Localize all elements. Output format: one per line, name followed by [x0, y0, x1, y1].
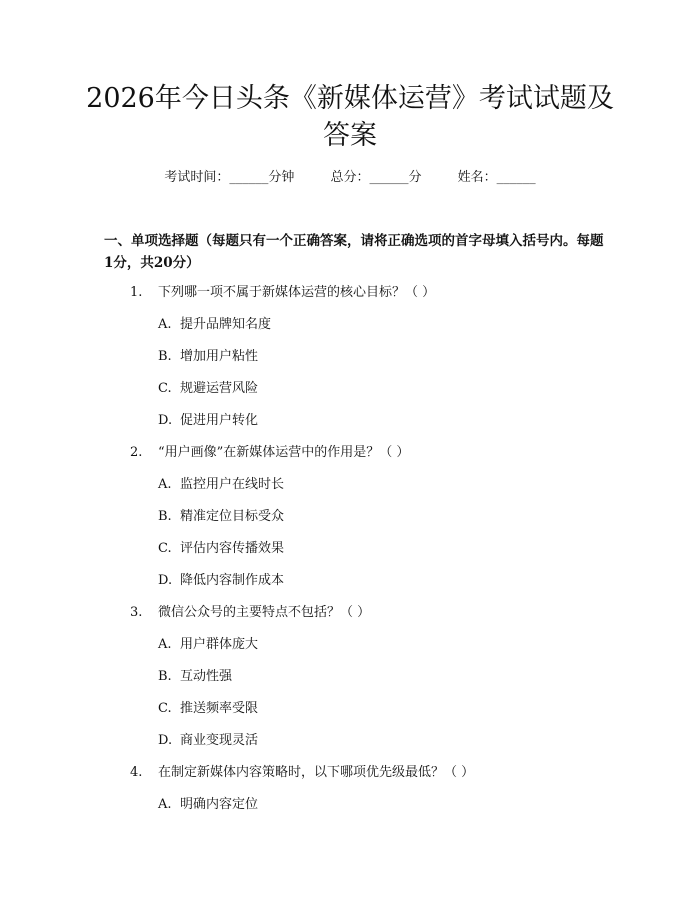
question-number: 2.	[130, 445, 143, 460]
exam-time-field: 考试时间：______分钟	[164, 170, 295, 185]
option	[158, 347, 258, 367]
option-text: 降低内容制作成本	[180, 573, 285, 588]
option-text: 推送频率受限	[180, 701, 259, 716]
option-letter: D.	[158, 413, 173, 428]
option-letter: C.	[158, 701, 172, 716]
option-letter: A.	[158, 317, 172, 332]
option-letter: A.	[158, 637, 172, 652]
exam-meta	[0, 168, 700, 188]
option-letter: C.	[158, 381, 172, 396]
option-text: 评估内容传播效果	[180, 541, 285, 556]
question-number: 3.	[130, 605, 143, 620]
option-text: 精准定位目标受众	[180, 509, 285, 524]
option	[158, 507, 284, 527]
name-field: 姓名：______	[457, 170, 536, 185]
question-text: 在制定新媒体内容策略时，以下哪项优先级最低？（ ）	[158, 765, 475, 780]
option-text: 监控用户在线时长	[180, 477, 285, 492]
question-text: 微信公众号的主要特点不包括？（ ）	[158, 605, 371, 620]
option	[158, 571, 284, 591]
section-heading: 一、单项选择题（每题只有一个正确答案，请将正确选项的首字母填入括号内。每题1分，共20分）	[104, 233, 604, 271]
option	[158, 731, 258, 751]
option-letter: D.	[158, 573, 173, 588]
option-text: 增加用户粘性	[180, 349, 259, 364]
question-text: 下列哪一项不属于新媒体运营的核心目标？（ ）	[158, 285, 436, 300]
question-number: 4.	[130, 765, 143, 780]
question	[130, 763, 474, 783]
question	[130, 603, 370, 623]
question	[130, 283, 435, 303]
option	[158, 315, 271, 335]
option-text: 用户群体庞大	[180, 637, 259, 652]
option-letter: B.	[158, 669, 172, 684]
option-letter: A.	[158, 477, 172, 492]
option-text: 提升品牌知名度	[180, 317, 272, 332]
option-letter: B.	[158, 509, 172, 524]
question	[130, 443, 409, 463]
option	[158, 539, 284, 559]
option-text: 规避运营风险	[180, 381, 259, 396]
option-text: 促进用户转化	[180, 413, 259, 428]
question-number: 1.	[130, 285, 143, 300]
option	[158, 475, 284, 495]
option-text: 商业变现灵活	[180, 733, 259, 748]
option-letter: C.	[158, 541, 172, 556]
total-score-field: 总分：______分	[330, 170, 422, 185]
option-letter: D.	[158, 733, 173, 748]
option-letter: B.	[158, 349, 172, 364]
question-text: “用户画像”在新媒体运营中的作用是？（ ）	[158, 445, 410, 460]
option	[158, 635, 258, 655]
option	[158, 795, 258, 815]
option	[158, 379, 258, 399]
option-text: 明确内容定位	[180, 797, 259, 812]
option-letter: A.	[158, 797, 172, 812]
document-title: 2026年今日头条《新媒体运营》考试试题及答案	[86, 83, 614, 151]
option	[158, 699, 258, 719]
option	[158, 411, 258, 431]
option-text: 互动性强	[180, 669, 233, 684]
option	[158, 667, 232, 687]
